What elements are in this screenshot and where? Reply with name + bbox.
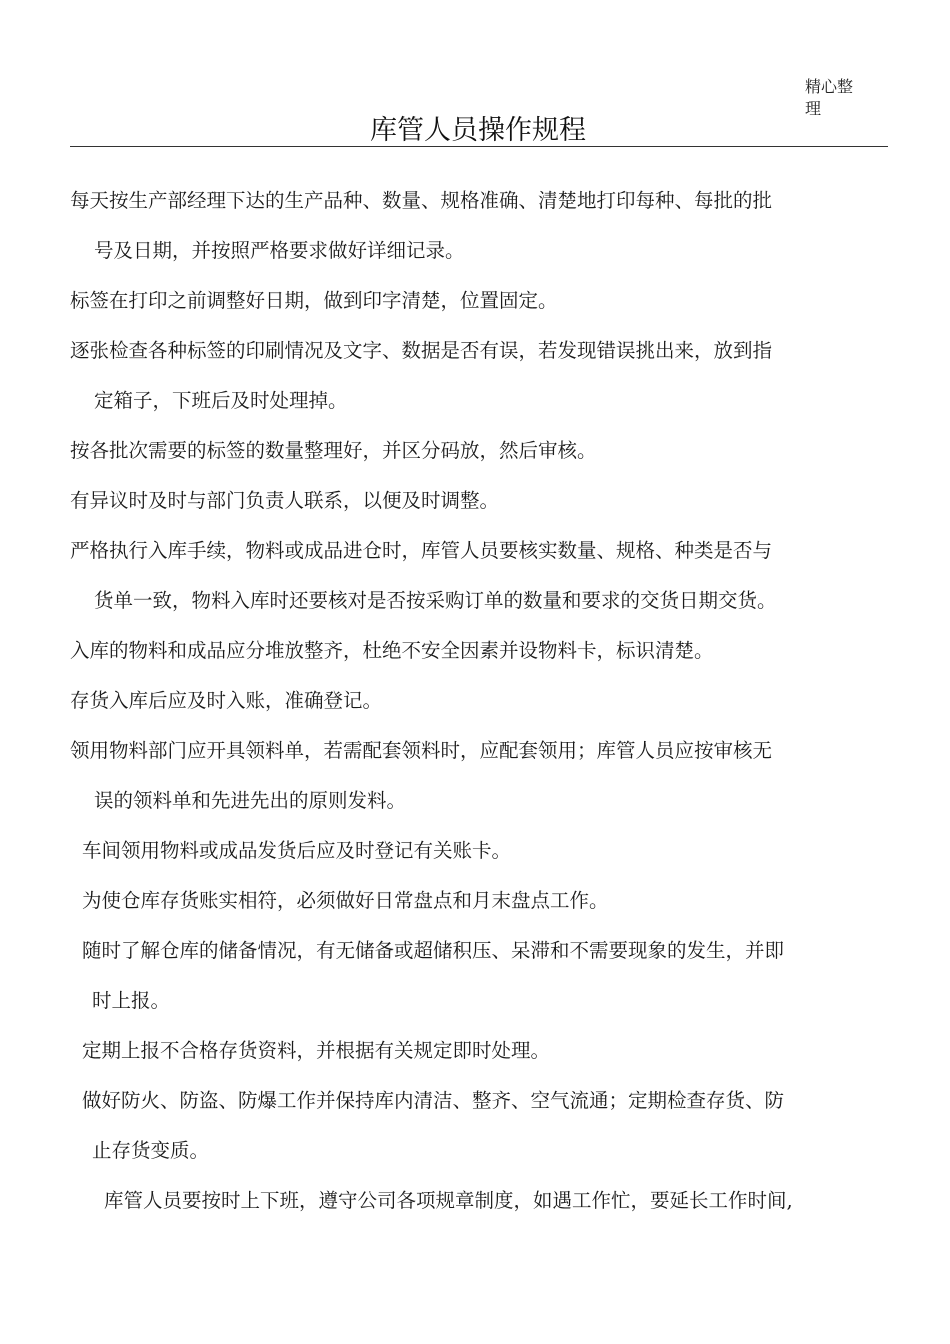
paragraph-3-line-2: 定箱子，下班后及时处理掉。: [94, 389, 348, 412]
paragraph-15-line-1: 库管人员要按时上下班，遵守公司各项规章制度，如遇工作忙，要延长工作时间,: [104, 1189, 793, 1212]
paragraph-5: [70, 476, 499, 526]
paragraph-7: [70, 626, 714, 676]
paragraph-9-line-2: 误的领料单和先进先出的原则发料。: [94, 789, 407, 812]
paragraph-10: [82, 826, 511, 876]
paragraph-12: [82, 926, 784, 1026]
paragraph-9: [70, 726, 772, 826]
paragraph-8-line-1: 存货入库后应及时入账，准确登记。: [70, 689, 383, 712]
paragraph-1-line-2: 号及日期，并按照严格要求做好详细记录。: [94, 239, 465, 262]
paragraph-14: [82, 1076, 784, 1176]
header-note-line-1: 精心整: [805, 77, 854, 96]
document-title: 库管人员操作规程: [370, 115, 586, 146]
paragraph-8: [70, 676, 382, 726]
paragraph-11: [82, 876, 609, 926]
paragraph-6-line-2: 货单一致，物料入库时还要核对是否按采购订单的数量和要求的交货日期交货。: [94, 589, 777, 612]
paragraph-5-line-1: 有异议时及时与部门负责人联系，以便及时调整。: [70, 489, 500, 512]
paragraph-14-line-1: 做好防火、防盗、防爆工作并保持库内清洁、整齐、空气流通；定期检查存货、防: [82, 1089, 785, 1112]
paragraph-7-line-1: 入库的物料和成品应分堆放整齐，杜绝不安全因素并设物料卡，标识清楚。: [70, 639, 714, 662]
header-note-line-2: 理: [805, 99, 822, 118]
paragraph-15: [104, 1176, 793, 1226]
paragraph-10-line-1: 车间领用物料或成品发货后应及时登记有关账卡。: [82, 839, 512, 862]
paragraph-1-line-1: 每天按生产部经理下达的生产品种、数量、规格准确、清楚地打印每种、每批的批: [70, 189, 773, 212]
title-divider: [70, 146, 888, 147]
paragraph-11-line-1: 为使仓库存货账实相符，必须做好日常盘点和月末盘点工作。: [82, 889, 609, 912]
paragraph-6-line-1: 严格执行入库手续，物料或成品进仓时，库管人员要核实数量、规格、种类是否与: [70, 539, 773, 562]
paragraph-4: [70, 426, 597, 476]
paragraph-6: [70, 526, 777, 626]
paragraph-13: [82, 1026, 550, 1076]
paragraph-1: [70, 176, 772, 276]
paragraph-12-line-2: 时上报。: [92, 989, 171, 1012]
paragraph-9-line-1: 领用物料部门应开具领料单，若需配套领料时，应配套领用；库管人员应按审核无: [70, 739, 773, 762]
paragraph-14-line-2: 止存货变质。: [92, 1139, 210, 1162]
paragraph-4-line-1: 按各批次需要的标签的数量整理好，并区分码放，然后审核。: [70, 439, 597, 462]
paragraph-12-line-1: 随时了解仓库的储备情况，有无储备或超储积压、呆滞和不需要现象的发生，并即: [82, 939, 785, 962]
paragraph-13-line-1: 定期上报不合格存货资料，并根据有关规定即时处理。: [82, 1039, 551, 1062]
paragraph-3: [70, 326, 772, 426]
paragraph-3-line-1: 逐张检查各种标签的印刷情况及文字、数据是否有误，若发现错误挑出来，放到指: [70, 339, 773, 362]
paragraph-2-line-1: 标签在打印之前调整好日期，做到印字清楚，位置固定。: [70, 289, 558, 312]
paragraph-2: [70, 276, 558, 326]
